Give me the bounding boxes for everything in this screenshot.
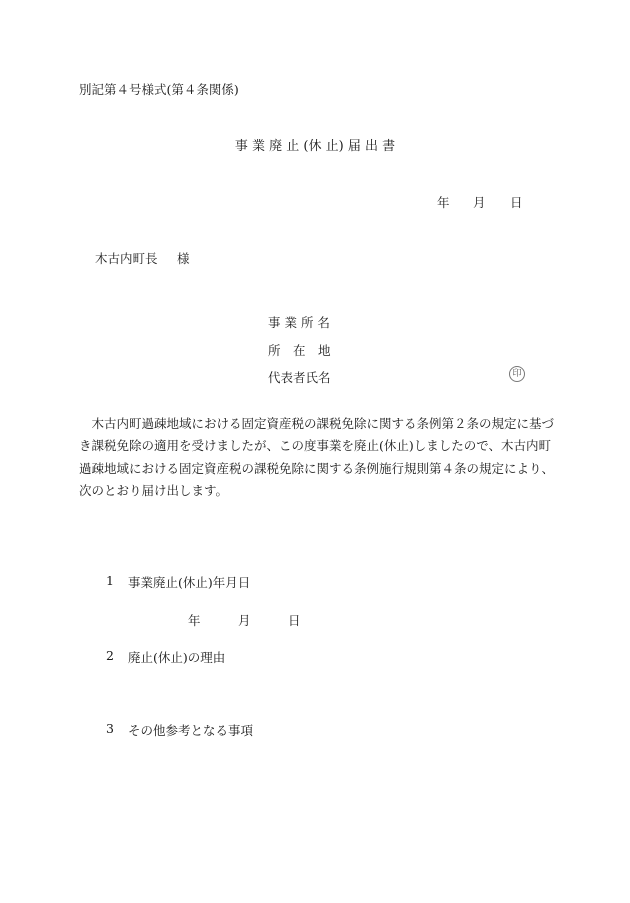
seal-mark-icon: 印 bbox=[509, 366, 525, 382]
date-day-label: 日 bbox=[510, 195, 523, 210]
item-label: 廃止(休止)の理由 bbox=[128, 650, 226, 665]
item-label: 事業廃止(休止)年月日 bbox=[128, 575, 251, 590]
location-label: 所 在 地 bbox=[268, 343, 331, 358]
date-month-label: 月 bbox=[473, 195, 486, 210]
item-date-year-label: 年 bbox=[188, 613, 201, 628]
document-title: 事 業 廃 止 (休 止) 届 出 書 bbox=[234, 139, 396, 154]
item-date-month-label: 月 bbox=[238, 613, 251, 628]
addressee-honorific: 様 bbox=[177, 251, 190, 266]
item-number: 1 bbox=[106, 573, 114, 588]
item-number: 2 bbox=[106, 648, 114, 663]
item-number: 3 bbox=[106, 721, 114, 736]
date-year-label: 年 bbox=[437, 195, 450, 210]
item-date-day-label: 日 bbox=[288, 613, 301, 628]
form-reference: 別記第４号様式(第４条関係) bbox=[79, 82, 239, 97]
body-paragraph: 木古内町過疎地域における固定資産税の課税免除に関する条例第２条の規定に基づき課税免除の適用を受けましたが、この度事業を廃止(休止)しましたので、木古内町過疎地域における固定資産税の課税免除に関する条例施行規則第４条の規定により、次のとおり届け出します。 bbox=[79, 415, 555, 498]
representative-label: 代表者氏名 bbox=[268, 370, 331, 385]
addressee-name: 木古内町長 bbox=[95, 251, 158, 266]
item-label: その他参考となる事項 bbox=[128, 723, 254, 738]
business-name-label: 事 業 所 名 bbox=[268, 315, 330, 330]
